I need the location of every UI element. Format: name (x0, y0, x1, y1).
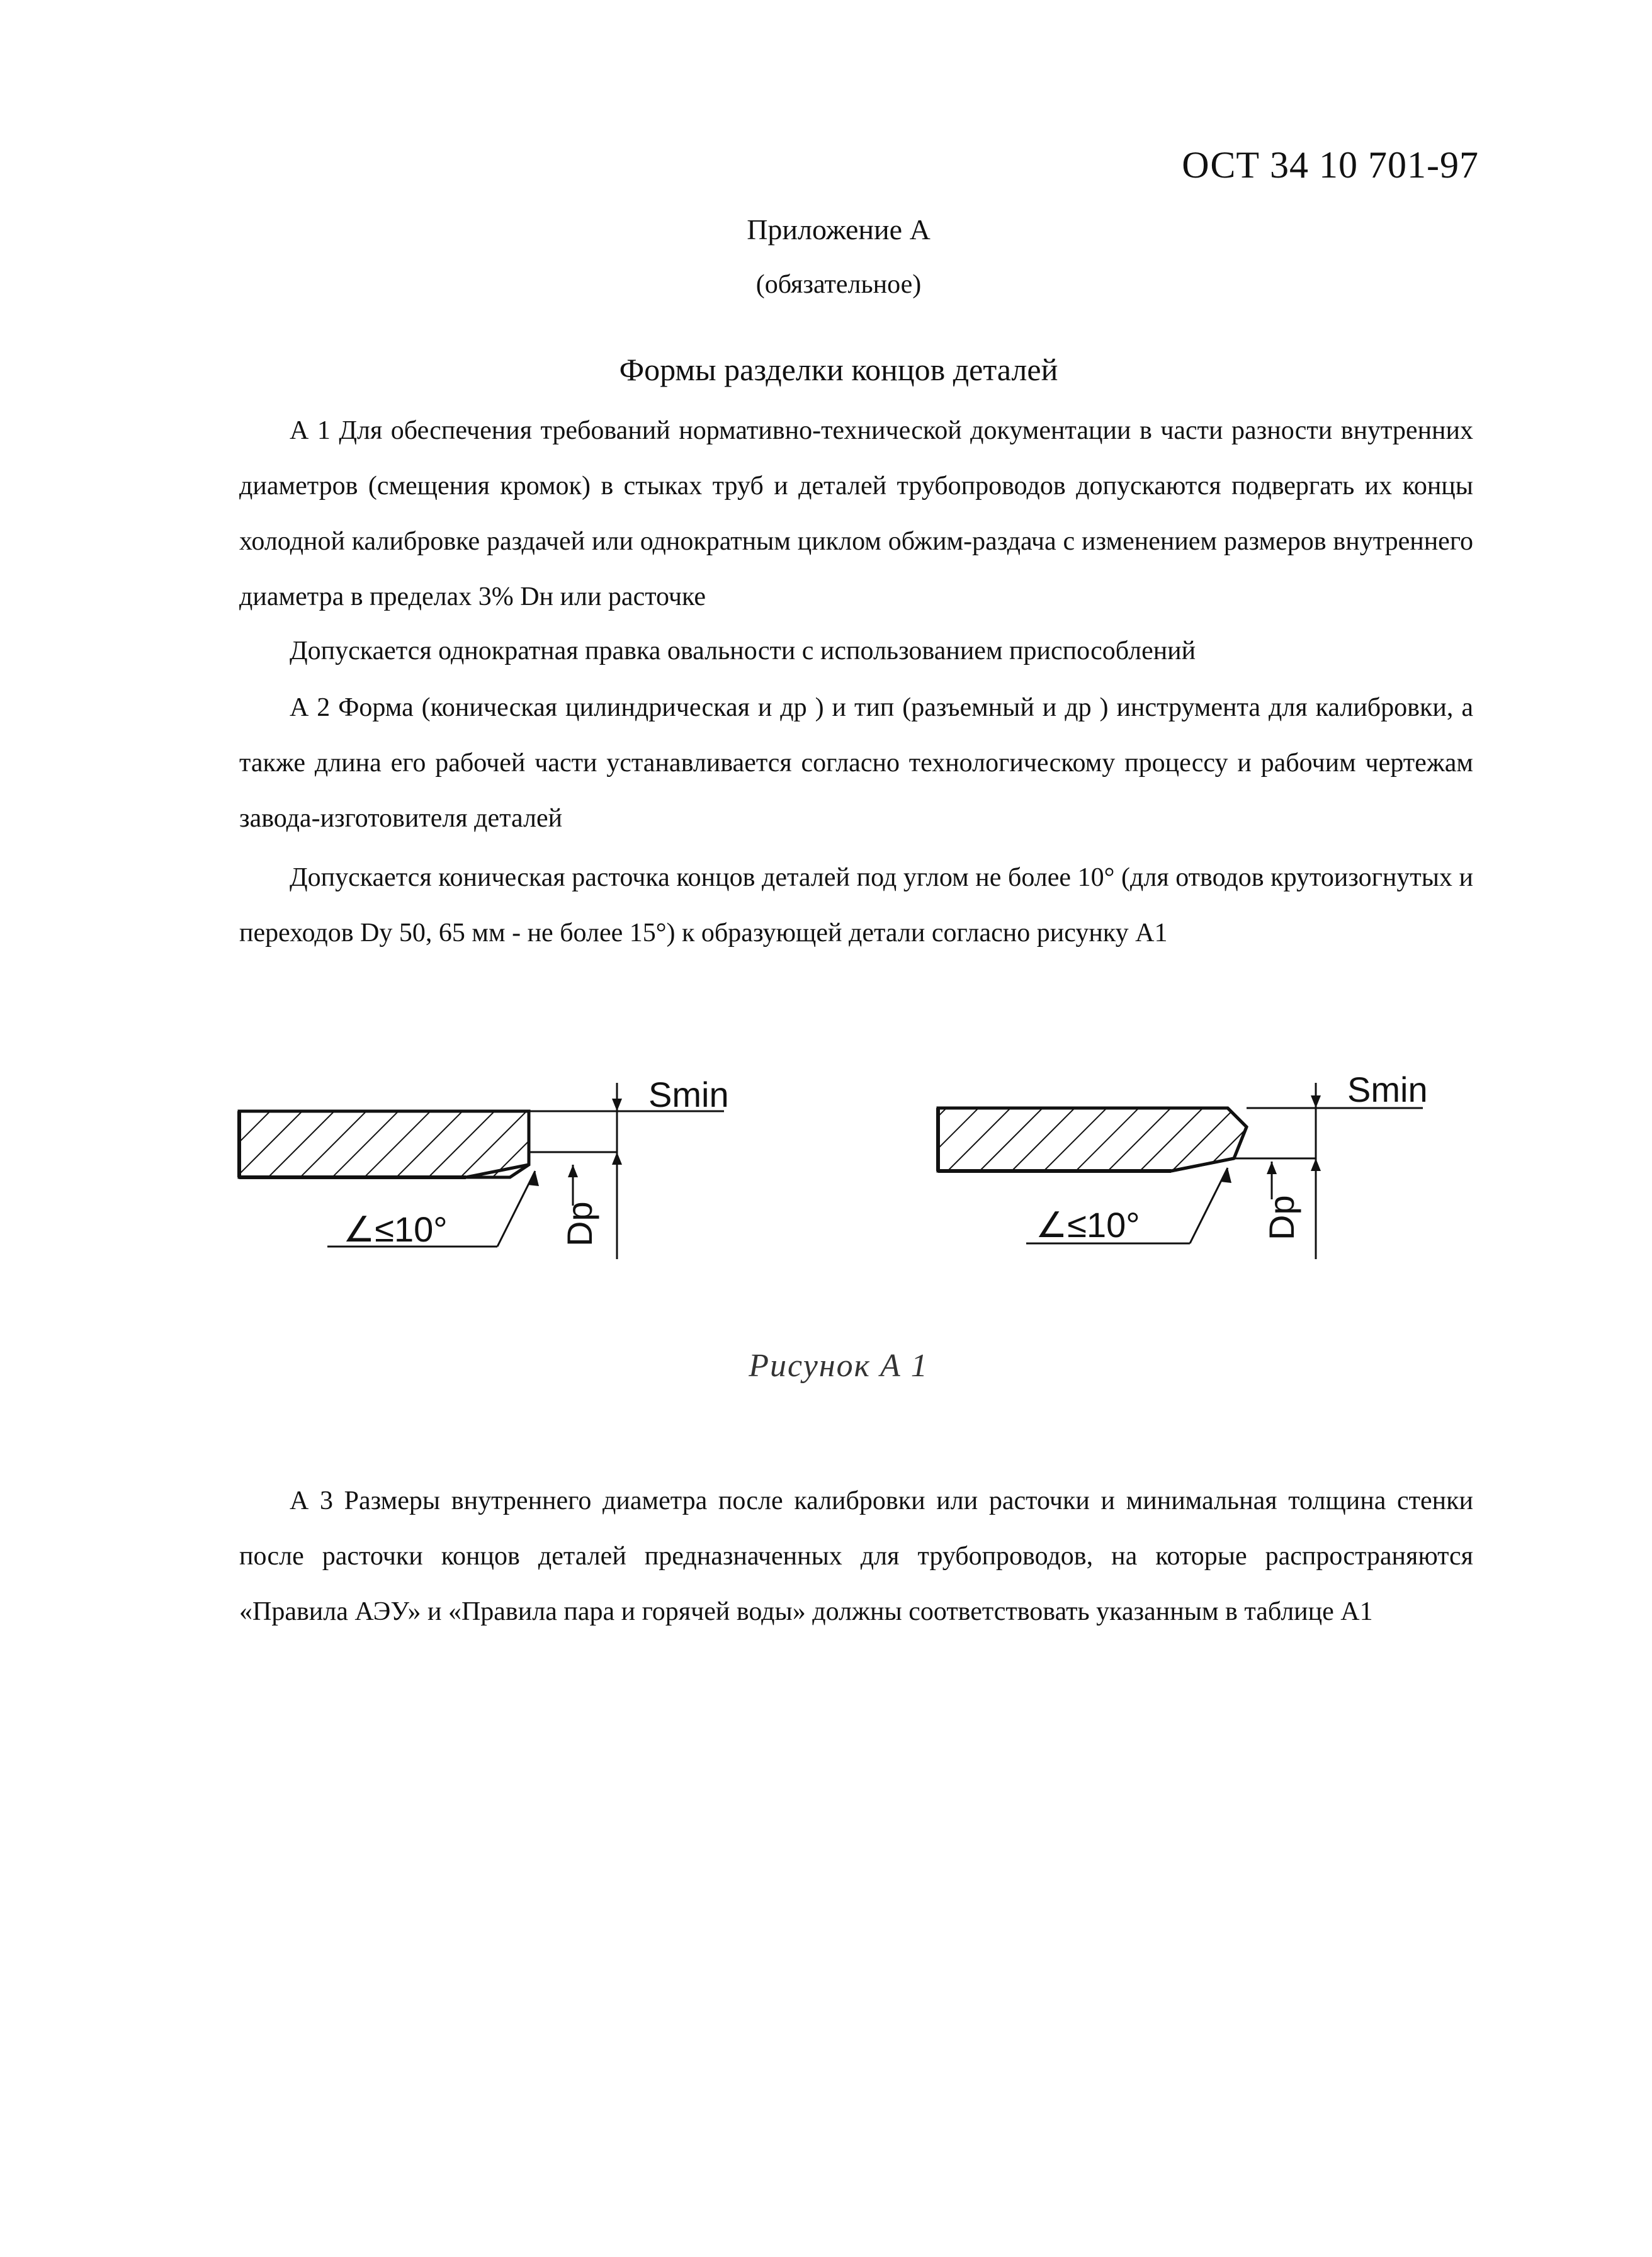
left-wall-section (239, 1111, 529, 1177)
right-angle-label: ∠≤10° (1036, 1205, 1140, 1245)
left-angle-label: ∠≤10° (343, 1209, 448, 1249)
paragraph-a2: А 2 Форма (коническая цилиндрическая и др ) и тип (разъемный и др ) инструмента для калибровки, а также длина его рабочей части устанавливается согласно технологическому процессу и рабочим чертежам завода-изготовителя деталей (239, 693, 1473, 833)
figure-caption: Рисунок А 1 (749, 1348, 929, 1384)
paragraph-a1-container (239, 403, 1473, 625)
right-thickness-label: Smin (1347, 1070, 1428, 1109)
figure-left-conical-bore (239, 1075, 729, 1259)
figure-right-chamfered-bore (938, 1070, 1428, 1259)
paragraph-ovality-container (239, 623, 1473, 679)
section-title: Формы разделки концов деталей (619, 352, 1058, 387)
paragraph-ovality: Допускается однократная правка овальности с использованием приспособлений (290, 636, 1196, 665)
paragraph-a2-container (239, 680, 1473, 846)
left-thickness-label: Smin (648, 1075, 729, 1114)
annex-title: Приложение А (747, 213, 931, 246)
annex-status: (обязательное) (755, 270, 922, 299)
paragraph-a3: А 3 Размеры внутреннего диаметра после калибровки или расточки и минимальная толщина стенки после расточки концов деталей предназначенных для трубопроводов, на которые распространяются «Правила АЭУ» и «Правила пара и горячей воды» должны соответствовать указанным в таблице А1 (239, 1486, 1473, 1626)
document-code: ОСТ 34 10 701-97 (1182, 144, 1479, 186)
paragraph-a1: А 1 Для обеспечения требований нормативно-технической документации в части разности внутренних диаметров (смещения кромок) в стыках труб и деталей трубопроводов допускаются подвергать их концы холодной калибровке раздачей или однократным циклом обжим-раздача с изменением размеров внутреннего диаметра в пределах 3% Dн или расточке (239, 416, 1473, 611)
paragraph-conical: Допускается коническая расточка концов деталей под углом не более 10° (для отводов крутоизогнутых и переходов Dу 50, 65 мм - не более 15°) к образующей детали согласно рисунку А1 (239, 863, 1473, 947)
figure-a1 (214, 1070, 1473, 1259)
paragraph-conical-container (239, 850, 1473, 961)
right-diameter-label: Dp (1262, 1195, 1301, 1240)
paragraph-a3-container (239, 1473, 1473, 1639)
left-diameter-label: Dp (560, 1201, 599, 1247)
right-wall-section (938, 1108, 1247, 1171)
figure-a1-drawing (214, 1070, 1473, 1259)
